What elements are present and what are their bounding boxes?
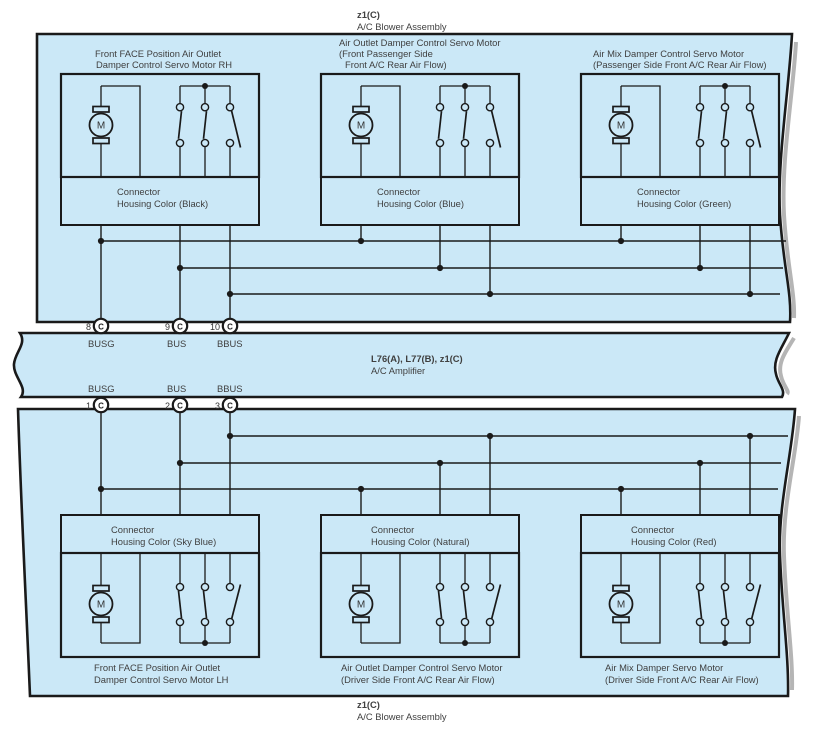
assembly-title: Air Outlet Damper Control Servo Motor bbox=[341, 662, 503, 673]
net-label-busg: BUSG bbox=[88, 383, 115, 394]
pin-connector-letter: C bbox=[177, 401, 183, 411]
net-label-busg: BUSG bbox=[88, 338, 115, 349]
connector-housing-color: Housing Color (Natural) bbox=[371, 536, 470, 547]
pin-number: 2 bbox=[164, 401, 170, 411]
pin-connector-letter: C bbox=[98, 401, 104, 411]
connector-housing-color: Housing Color (Black) bbox=[117, 198, 209, 209]
connector-label: Connector bbox=[371, 524, 415, 535]
pin-2 bbox=[165, 398, 187, 412]
pin-1 bbox=[86, 398, 108, 412]
pin-connector-letter: C bbox=[98, 322, 104, 332]
amplifier-code: L76(A), L77(B), z1(C) bbox=[371, 353, 463, 364]
net-label-bbus: BBUS bbox=[217, 338, 243, 349]
connector-housing-color: Housing Color (Sky Blue) bbox=[111, 536, 217, 547]
connector-label: Connector bbox=[631, 524, 675, 535]
pin-number: 10 bbox=[209, 322, 220, 332]
assembly-title: Front FACE Position Air Outlet bbox=[94, 662, 221, 673]
assembly-title: Damper Control Servo Motor RH bbox=[96, 59, 232, 70]
net-label-bus: BUS bbox=[167, 338, 187, 349]
connector-label: Connector bbox=[111, 524, 155, 535]
pin-number: 8 bbox=[85, 322, 91, 332]
pin-number: 9 bbox=[164, 322, 170, 332]
assembly-title: Air Outlet Damper Control Servo Motor bbox=[339, 37, 501, 48]
assembly-title: Air Mix Damper Servo Motor bbox=[605, 662, 724, 673]
connector-housing-color: Housing Color (Red) bbox=[631, 536, 717, 547]
assembly-title: Front FACE Position Air Outlet bbox=[95, 48, 222, 59]
pin-number: 1 bbox=[85, 401, 91, 411]
assembly-title: (Front Passenger Side bbox=[339, 48, 433, 59]
connector-label: Connector bbox=[637, 186, 681, 197]
top-block-title: A/C Blower Assembly bbox=[357, 21, 447, 32]
motor-letter: M bbox=[616, 599, 626, 611]
net-label-bbus: BBUS bbox=[217, 383, 243, 394]
motor-letter: M bbox=[356, 599, 366, 611]
bottom-block-code: z1(C) bbox=[357, 699, 380, 710]
assembly-title: Air Mix Damper Control Servo Motor bbox=[593, 48, 745, 59]
pin-connector-letter: C bbox=[227, 401, 233, 411]
top-block-code: z1(C) bbox=[357, 9, 380, 20]
motor-letter: M bbox=[96, 120, 106, 132]
motor-letter: M bbox=[356, 120, 366, 132]
motor-letter: M bbox=[96, 599, 106, 611]
assembly-title: Front A/C Rear Air Flow) bbox=[345, 59, 447, 70]
bottom-block-title: A/C Blower Assembly bbox=[357, 711, 447, 722]
connector-housing-color: Housing Color (Blue) bbox=[377, 198, 465, 209]
pin-connector-letter: C bbox=[177, 322, 183, 332]
assembly-title: (Driver Side Front A/C Rear Air Flow) bbox=[341, 674, 495, 685]
net-label-bus: BUS bbox=[167, 383, 187, 394]
amplifier-title: A/C Amplifier bbox=[371, 365, 426, 376]
motor-letter: M bbox=[616, 120, 626, 132]
pin-number: 3 bbox=[214, 401, 220, 411]
connector-label: Connector bbox=[377, 186, 421, 197]
assembly-title: Damper Control Servo Motor LH bbox=[94, 674, 229, 685]
pin-connector-letter: C bbox=[227, 322, 233, 332]
assembly-title: (Passenger Side Front A/C Rear Air Flow) bbox=[593, 59, 767, 70]
pin-3 bbox=[215, 398, 237, 412]
connector-housing-color: Housing Color (Green) bbox=[637, 198, 732, 209]
connector-label: Connector bbox=[117, 186, 161, 197]
assembly-title: (Driver Side Front A/C Rear Air Flow) bbox=[605, 674, 759, 685]
